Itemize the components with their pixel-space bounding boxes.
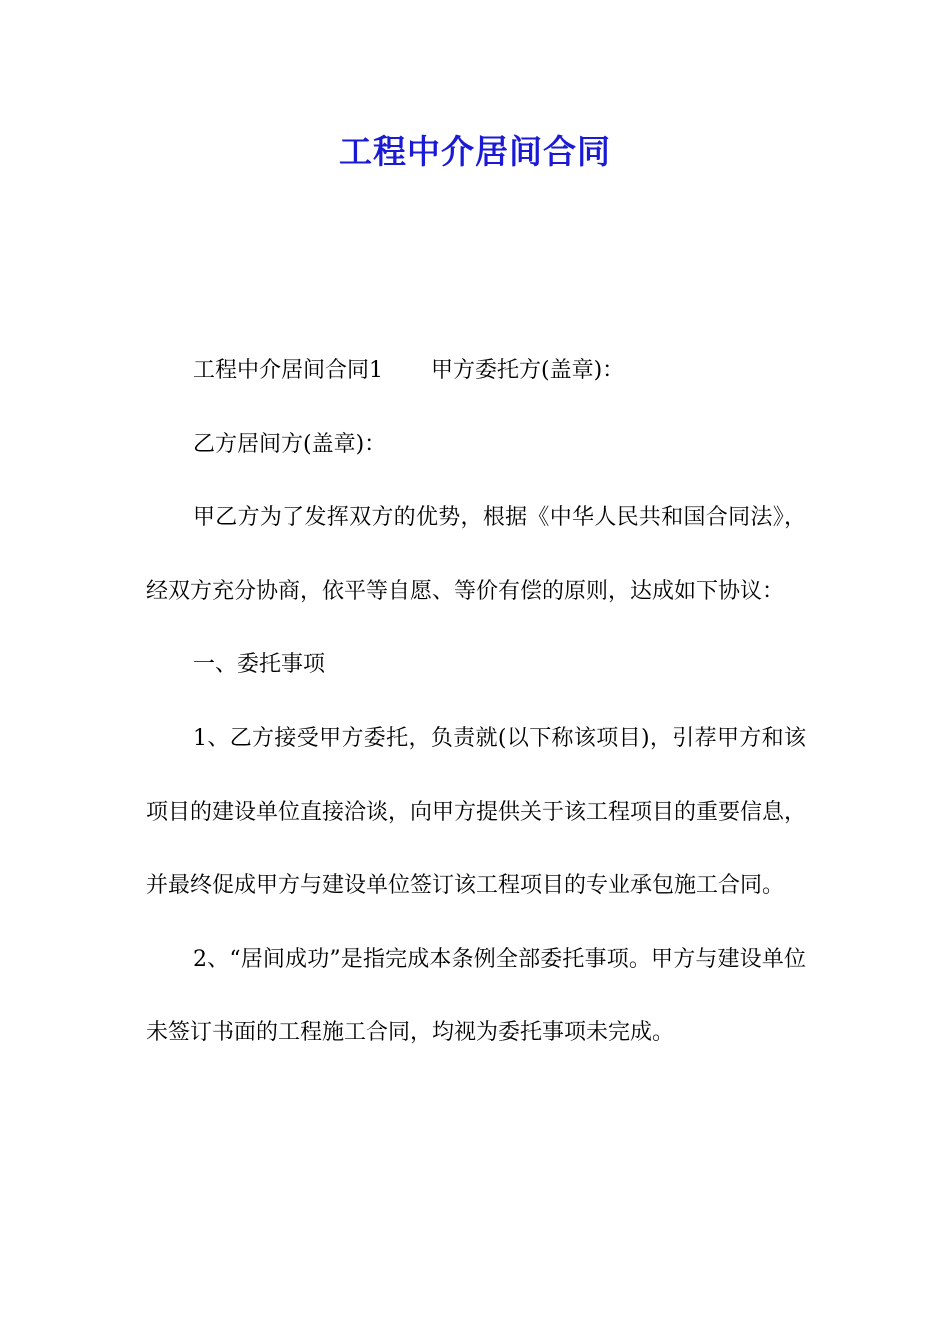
preamble-paragraph: 甲乙方为了发挥双方的优势，根据《中华人民共和国合同法》，经双方充分协商，依平等自愿、等价有偿的原则，达成如下协议： (146, 505, 806, 604)
party-b-label: 乙方居间方(盖章)： (193, 431, 387, 457)
section-heading-1: 一、委托事项 (193, 652, 326, 678)
clause-2-paragraph: 2、“居间成功”是指完成本条例全部委托事项。甲方与建设单位未签订书面的工程施工合同，均视为委托事项未完成。 (146, 946, 806, 1046)
document-body (146, 334, 806, 1070)
document-title: 工程中介居间合同 (339, 132, 611, 171)
header-line (146, 334, 806, 408)
contract-number-label: 工程中介居间合同1 (193, 358, 383, 383)
party-a-label: 甲方委托方(盖章)： (431, 358, 625, 383)
clause-1-paragraph: 1、乙方接受甲方委托，负责就(以下称该项目)，引荐甲方和该项目的建设单位直接洽谈，向甲方提供关于该工程项目的重要信息，并最终促成甲方与建设单位签订该工程项目的专业承包施工合同。 (146, 725, 807, 899)
